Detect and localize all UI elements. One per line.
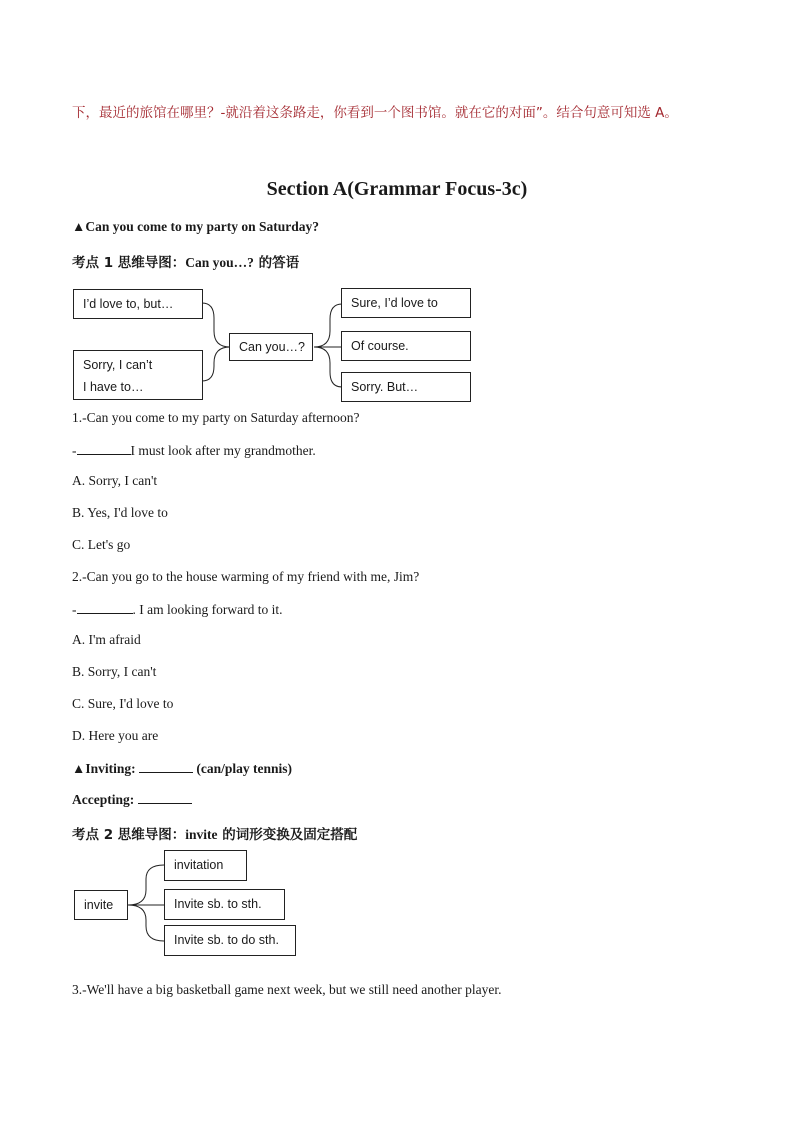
accepting-blank[interactable] <box>138 791 192 804</box>
answer-blank[interactable] <box>77 442 131 455</box>
mindmap1-right-box-3: Sorry. But… <box>341 372 471 402</box>
sentence-heading: ▲Can you come to my party on Saturday? <box>72 219 319 234</box>
section-title: Section A(Grammar Focus-3c) <box>266 178 528 200</box>
question-1-option-b: B. Yes, I'd love to <box>72 505 168 520</box>
question-1-stem: 1.-Can you come to my party on Saturday afternoon? <box>72 410 360 425</box>
question-1-option-c: C. Let's go <box>72 537 131 552</box>
point2-phrase: invite <box>185 827 218 842</box>
question-2-option-c: C. Sure, I'd love to <box>72 696 174 711</box>
question-2-answer: - . I am looking forward to it. <box>72 602 283 617</box>
accepting-line: Accepting: <box>72 791 192 808</box>
point1-suffix: 的答语 <box>253 255 300 271</box>
question-1-option-a: A. Sorry, I can't <box>72 473 158 488</box>
mindmap2-right-box-2: Invite sb. to sth. <box>164 889 285 920</box>
point1-heading <box>72 251 299 271</box>
mindmap2-right-box-3: Invite sb. to do sth. <box>164 925 296 956</box>
point2-heading <box>72 823 357 843</box>
question-1-answer: - I must look after my grandmother. <box>72 443 316 458</box>
point2-prefix: 考点 2 思维导图： <box>72 827 186 843</box>
inviting-line: ▲Inviting: (can/play tennis) <box>72 761 293 776</box>
mindmap1-left-box-2: Sorry, I can’t I have to… <box>73 350 203 400</box>
answer-blank[interactable] <box>77 601 133 614</box>
mindmap2-right-box-1: invitation <box>164 850 247 881</box>
mindmap1-right-box-2: Of course. <box>341 331 471 361</box>
mindmap1-right-box-1: Sure, I’d love to <box>341 288 471 318</box>
point1-phrase: Can you…? <box>185 255 254 270</box>
question-2-stem: 2.-Can you go to the house warming of my friend with me, Jim? <box>72 569 420 584</box>
point2-suffix: 的词形变换及固定搭配 <box>217 827 358 843</box>
mindmap1-left-box-1: I’d love to, but… <box>73 289 203 319</box>
question-2-option-b: B. Sorry, I can't <box>72 664 157 679</box>
question-2-option-a: A. I'm afraid <box>72 632 141 647</box>
mindmap2-center-box: invite <box>74 890 128 920</box>
inviting-blank[interactable] <box>139 760 193 773</box>
question-2-option-d: D. Here you are <box>72 728 159 743</box>
top-explanation-note: 下，最近的旅馆在哪里？-就沿着这条路走，你看到一个图书馆。就在它的对面”。结合句意可知选 A。 <box>72 105 678 121</box>
mindmap1-center-box: Can you…? <box>229 333 313 361</box>
point1-prefix: 考点 1 思维导图： <box>72 255 186 271</box>
question-3-stem: 3.-We'll have a big basketball game next week, but we still need another player. <box>72 982 502 997</box>
